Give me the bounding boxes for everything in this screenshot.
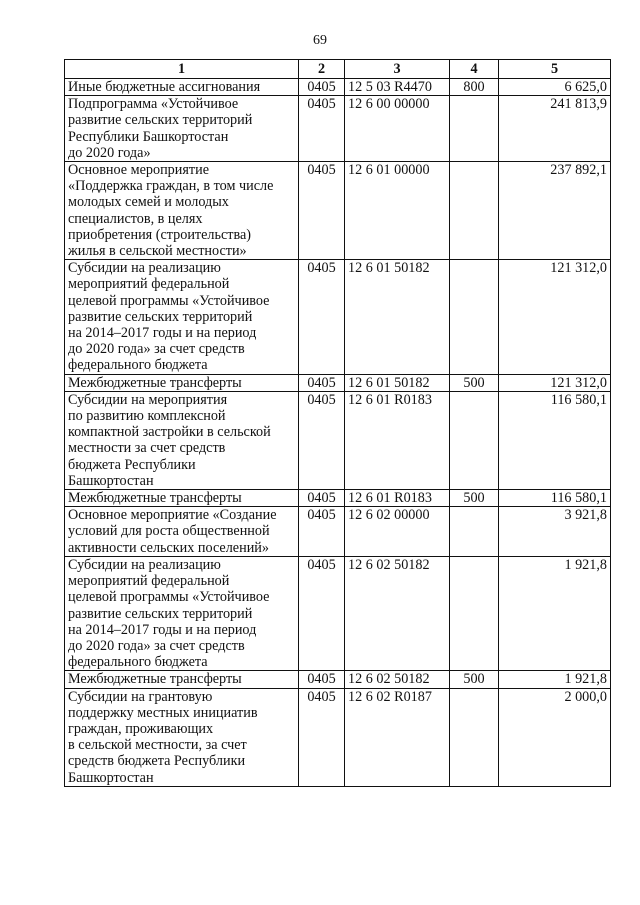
row-section-code: 0405 [299, 490, 345, 507]
column-header-amount: 5 [499, 60, 611, 79]
row-expense-type [450, 260, 499, 374]
row-amount: 121 312,0 [499, 374, 611, 391]
row-section-code: 0405 [299, 79, 345, 96]
column-header-type: 4 [450, 60, 499, 79]
row-target-code: 12 6 02 R0187 [345, 688, 450, 786]
row-amount: 6 625,0 [499, 79, 611, 96]
row-section-code: 0405 [299, 391, 345, 489]
row-target-code: 12 6 00 00000 [345, 96, 450, 162]
row-name: Субсидии на мероприятия по развитию комплексной компактной застройки в сельской местности за счет средств бюджета Республики Башкортостан [65, 391, 299, 489]
row-target-code: 12 6 01 50182 [345, 374, 450, 391]
row-amount: 1 921,8 [499, 556, 611, 670]
column-header-name: 1 [65, 60, 299, 79]
page-number: 69 [313, 33, 327, 48]
row-name: Подпрограмма «Устойчивое развитие сельских территорий Республики Башкортостан до 2020 года» [65, 96, 299, 162]
row-amount: 121 312,0 [499, 260, 611, 374]
row-amount: 2 000,0 [499, 688, 611, 786]
row-target-code: 12 6 02 50182 [345, 671, 450, 688]
row-expense-type [450, 556, 499, 670]
table-header-row [65, 60, 611, 79]
row-target-code: 12 6 02 50182 [345, 556, 450, 670]
row-name: Основное мероприятие «Создание условий для роста общественной активности сельских поселений» [65, 507, 299, 557]
table-row [65, 162, 611, 260]
row-target-code: 12 6 01 00000 [345, 162, 450, 260]
row-target-code: 12 6 01 50182 [345, 260, 450, 374]
table-row [65, 688, 611, 786]
row-amount: 1 921,8 [499, 671, 611, 688]
row-section-code: 0405 [299, 688, 345, 786]
row-expense-type [450, 162, 499, 260]
row-target-code: 12 6 01 R0183 [345, 490, 450, 507]
row-name: Межбюджетные трансферты [65, 490, 299, 507]
table-row [65, 671, 611, 688]
row-expense-type: 500 [450, 671, 499, 688]
row-section-code: 0405 [299, 556, 345, 670]
table-row [65, 391, 611, 489]
row-expense-type [450, 96, 499, 162]
row-name: Субсидии на реализацию мероприятий федеральной целевой программы «Устойчивое развитие сельских территорий на 2014–2017 годы и на период до 2020 года» за счет средств федерального бюджета [65, 556, 299, 670]
row-section-code: 0405 [299, 96, 345, 162]
row-section-code: 0405 [299, 507, 345, 557]
column-header-section: 2 [299, 60, 345, 79]
row-name: Межбюджетные трансферты [65, 671, 299, 688]
row-target-code: 12 6 02 00000 [345, 507, 450, 557]
row-amount: 3 921,8 [499, 507, 611, 557]
row-expense-type: 500 [450, 490, 499, 507]
row-expense-type: 800 [450, 79, 499, 96]
row-expense-type [450, 507, 499, 557]
row-target-code: 12 5 03 R4470 [345, 79, 450, 96]
row-name: Иные бюджетные ассигнования [65, 79, 299, 96]
row-expense-type: 500 [450, 374, 499, 391]
column-header-target: 3 [345, 60, 450, 79]
table-row [65, 96, 611, 162]
table-row [65, 507, 611, 557]
row-expense-type [450, 391, 499, 489]
row-target-code: 12 6 01 R0183 [345, 391, 450, 489]
row-expense-type [450, 688, 499, 786]
table-row [65, 490, 611, 507]
row-section-code: 0405 [299, 162, 345, 260]
row-name: Субсидии на реализацию мероприятий федеральной целевой программы «Устойчивое развитие сельских территорий на 2014–2017 годы и на период до 2020 года» за счет средств федерального бюджета [65, 260, 299, 374]
row-amount: 237 892,1 [499, 162, 611, 260]
budget-table [64, 59, 611, 787]
row-name: Основное мероприятие «Поддержка граждан, в том числе молодых семей и молодых специалистов, в целях приобретения (строительства) жилья в сельской местности» [65, 162, 299, 260]
table-row [65, 556, 611, 670]
row-amount: 116 580,1 [499, 490, 611, 507]
row-amount: 116 580,1 [499, 391, 611, 489]
row-name: Субсидии на грантовую поддержку местных инициатив граждан, проживающих в сельской местности, за счет средств бюджета Республики Башкортостан [65, 688, 299, 786]
row-amount: 241 813,9 [499, 96, 611, 162]
row-name: Межбюджетные трансферты [65, 374, 299, 391]
table-row [65, 260, 611, 374]
row-section-code: 0405 [299, 374, 345, 391]
table-row [65, 374, 611, 391]
row-section-code: 0405 [299, 671, 345, 688]
row-section-code: 0405 [299, 260, 345, 374]
table-row [65, 79, 611, 96]
